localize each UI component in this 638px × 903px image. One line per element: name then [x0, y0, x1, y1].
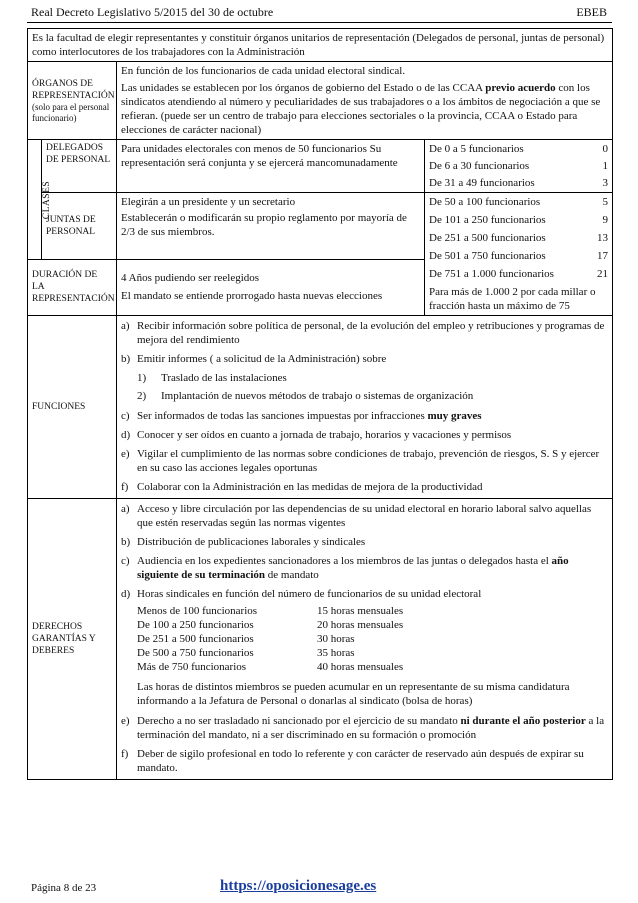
funciones-list	[121, 319, 608, 494]
sub-item	[137, 371, 608, 385]
item-text: Vigilar el cumplimiento de las normas sobre condiciones de trabajo, prevención de riesgos, S. S y ejercer en su caso las acciones legales oportunas	[137, 448, 600, 474]
item-text: Colaborar con la Administración en las medidas de mejora de la productividad	[137, 481, 483, 493]
juntas-count-row	[429, 249, 608, 263]
count-num: 13	[597, 232, 608, 244]
delegados-count-row	[429, 159, 608, 173]
hours-range: Más de 750 funcionarios	[137, 661, 247, 673]
organos-label-cell	[28, 62, 117, 140]
header-divider	[27, 22, 612, 23]
list-item	[121, 319, 608, 347]
derechos-row	[28, 499, 613, 780]
organos-text2a: Las unidades se establecen por los órganos de gobierno del Estado o de las CCAA	[121, 82, 483, 94]
sub-text: Traslado de las instalaciones	[161, 372, 287, 384]
item-text: Conocer y ser oídos en cuanto a jornada de trabajo, horarios y vacaciones y permisos	[137, 429, 512, 441]
item-text-bold: muy graves	[427, 410, 482, 422]
item-letter: b)	[121, 353, 131, 365]
item-text	[137, 554, 608, 582]
juntas-text1: Elegirán a un presidente y un secretario	[121, 196, 296, 208]
list-item	[121, 502, 608, 530]
delegados-count-row	[429, 142, 608, 156]
sub-number: 2)	[137, 390, 147, 402]
hours-range: De 500 a 750 funcionarios	[137, 647, 254, 659]
item-text	[137, 409, 608, 423]
count-range: De 31 a 49 funcionarios	[429, 177, 535, 189]
item-letter: d)	[121, 588, 131, 600]
hours-range: De 100 a 250 funcionarios	[137, 619, 254, 631]
sub-text: Implantación de nuevos métodos de trabajo o sistemas de organización	[161, 390, 474, 402]
organos-text1: En función de los funcionarios de cada unidad electoral sindical.	[121, 65, 406, 77]
item-letter: b)	[121, 536, 131, 548]
juntas-count-row	[429, 267, 608, 281]
item-letter: c)	[121, 555, 130, 567]
hours-value: 20 horas mensuales	[317, 619, 404, 631]
list-item	[121, 480, 608, 494]
item-text-part: Ser informados de todas las sanciones impuestas por infracciones	[137, 410, 425, 422]
count-range: De 751 a 1.000 funcionarios	[429, 268, 554, 280]
derechos-list	[121, 502, 608, 775]
duracion-text2: El mandato se entiende prorrogado hasta nuevas elecciones	[121, 290, 383, 303]
duracion-label: DURACIÓN DE LA REPRESENTACIÓN	[28, 259, 117, 315]
count-range: De 50 a 100 funcionarios	[429, 196, 541, 208]
item-letter: e)	[121, 715, 130, 727]
list-item	[121, 535, 608, 549]
derechos-list-cell	[117, 499, 613, 780]
item-text-bold: año siguiente de su terminación	[137, 555, 569, 581]
clases-label-cell	[28, 140, 53, 260]
sub-number: 1)	[137, 372, 147, 384]
intro-row	[28, 29, 613, 62]
list-item	[121, 447, 608, 475]
derechos-label: DERECHOS GARANTÍAS Y DEBERES	[28, 499, 117, 780]
organos-label: ÓRGANOS DE REPRESENTACIÓN	[32, 78, 115, 101]
hours-value: 35 horas	[317, 647, 355, 659]
item-text: Emitir informes ( a solicitud de la Administración) sobre	[137, 353, 387, 365]
hours-value: 40 horas mensuales	[317, 661, 404, 673]
header-code: EBEB	[576, 5, 607, 19]
list-item	[121, 428, 608, 442]
juntas-count-row	[429, 195, 608, 209]
juntas-label: JUNTAS DE PERSONAL	[42, 193, 117, 260]
item-letter: d)	[121, 429, 131, 441]
item-letter: f)	[121, 481, 129, 493]
count-num: 1	[602, 160, 608, 172]
count-num: 5	[602, 196, 608, 208]
organos-row	[28, 62, 613, 140]
delegados-text: Para unidades electorales con menos de 50 funcionarios Su representación será conjunta y se ejercerá mancomunadamente	[117, 140, 425, 193]
count-num: 0	[602, 143, 608, 155]
juntas-text2: Establecerán o modificarán su propio reglamento por mayoría de 2/3 de sus miembros.	[121, 212, 407, 238]
juntas-count-row	[429, 213, 608, 227]
item-letter: f)	[121, 748, 129, 760]
item-text-part: a la terminación del mandato, ni a ser discriminado en su formación o promoción	[137, 715, 605, 741]
item-text: Deber de sigilo profesional en todo lo referente y con carácter de reservado aún después de expirar su mandato.	[137, 748, 584, 774]
count-range: De 6 a 30 funcionarios	[429, 160, 530, 172]
list-item	[121, 587, 608, 601]
juntas-row	[28, 193, 613, 260]
item-text-bold: ni durante el año posterior	[460, 715, 586, 727]
list-item	[121, 747, 608, 775]
item-text: Recibir información sobre política de personal, de la evolución del empleo y retribuciones y programas de mejora del rendimiento	[137, 320, 605, 346]
delegados-counts	[425, 140, 613, 193]
clases-label: CLASES	[42, 180, 53, 220]
hours-value: 15 horas mensuales	[317, 605, 404, 617]
count-range: De 101 a 250 funcionarios	[429, 214, 546, 226]
site-link[interactable]: https://oposicionesage.es	[220, 878, 377, 894]
intro-text: Es la facultad de elegir representantes y constituir órganos unitarios de representación (Delegados de personal, juntas de personal) como interlocutores de los trabajadores con la Administración	[28, 29, 613, 62]
count-num: 3	[602, 177, 608, 189]
organos-text-cell	[117, 62, 613, 140]
duracion-text	[117, 259, 425, 315]
item-text-part: Audiencia en los expedientes sancionadores a los miembros de las juntas o delegados hasta el	[137, 555, 549, 567]
list-item	[121, 714, 608, 742]
delegados-label: DELEGADOS DE PERSONAL	[42, 140, 117, 193]
funciones-row	[28, 316, 613, 499]
hours-range: De 251 a 500 funcionarios	[137, 633, 254, 645]
organos-text2b: previo acuerdo	[485, 82, 556, 94]
hours-note: Las horas de distintos miembros se pueden acumular en un representante de su misma candidatura informando a la Jefatura de Personal o donarlas al sindicato (bolsa de horas)	[137, 681, 570, 707]
item-text: Acceso y libre circulación por las dependencias de su unidad electoral en horario laboral salvo aquellas que estén reservadas según las normas vigentes	[137, 503, 592, 529]
hours-table	[137, 604, 608, 674]
count-range: De 0 a 5 funcionarios	[429, 143, 524, 155]
juntas-count-row	[429, 231, 608, 245]
count-range: De 251 a 500 funcionarios	[429, 232, 546, 244]
organos-text2c: con los sindicatos atendiendo al número y peculiaridades de sus trabajadores o a los ámbitos de negociación a que se refieran. (puede ser un centro de trabajo para elecciones sectoriales o la provincia, CCAA o Estado para elecciones de carácter nacional)	[121, 82, 601, 136]
hours-value: 30 horas	[317, 633, 355, 645]
hours-range: Menos de 100 funcionarios	[137, 605, 258, 617]
sub-item	[137, 389, 608, 403]
organos-note: (solo para el personal funcionario)	[32, 101, 110, 123]
item-text-part: de mandato	[267, 569, 319, 581]
juntas-extra: Para más de 1.000 2 por cada millar o fracción hasta un máximo de 75	[429, 286, 596, 312]
count-num: 9	[602, 214, 608, 226]
item-letter: a)	[121, 320, 130, 332]
duracion-text1: 4 Años pudiendo ser reelegidos	[121, 272, 260, 285]
item-text	[137, 714, 608, 742]
count-range: De 501 a 750 funcionarios	[429, 250, 546, 262]
delegados-count-row	[429, 176, 608, 190]
funciones-list-cell	[117, 316, 613, 499]
organos-text2	[121, 81, 608, 137]
list-item	[121, 352, 608, 366]
item-text-part: Derecho a no ser trasladado ni sancionado por el ejercicio de su mandato	[137, 715, 458, 727]
item-letter: a)	[121, 503, 130, 515]
list-item	[121, 409, 608, 423]
header-title: Real Decreto Legislativo 5/2015 del 30 de octubre	[31, 5, 274, 19]
juntas-counts	[425, 193, 613, 316]
item-letter: e)	[121, 448, 130, 460]
juntas-text	[117, 193, 425, 260]
page-number: Página 8 de 23	[31, 882, 97, 894]
funciones-label: FUNCIONES	[28, 316, 117, 499]
item-text: Horas sindicales en función del número de funcionarios de su unidad electoral	[137, 588, 482, 600]
count-num: 21	[597, 268, 608, 280]
list-item	[121, 554, 608, 582]
delegados-row	[28, 140, 613, 193]
content-table	[27, 28, 613, 780]
count-num: 17	[597, 250, 608, 262]
item-text: Distribución de publicaciones laborales y sindicales	[137, 536, 366, 548]
item-letter: c)	[121, 410, 130, 422]
